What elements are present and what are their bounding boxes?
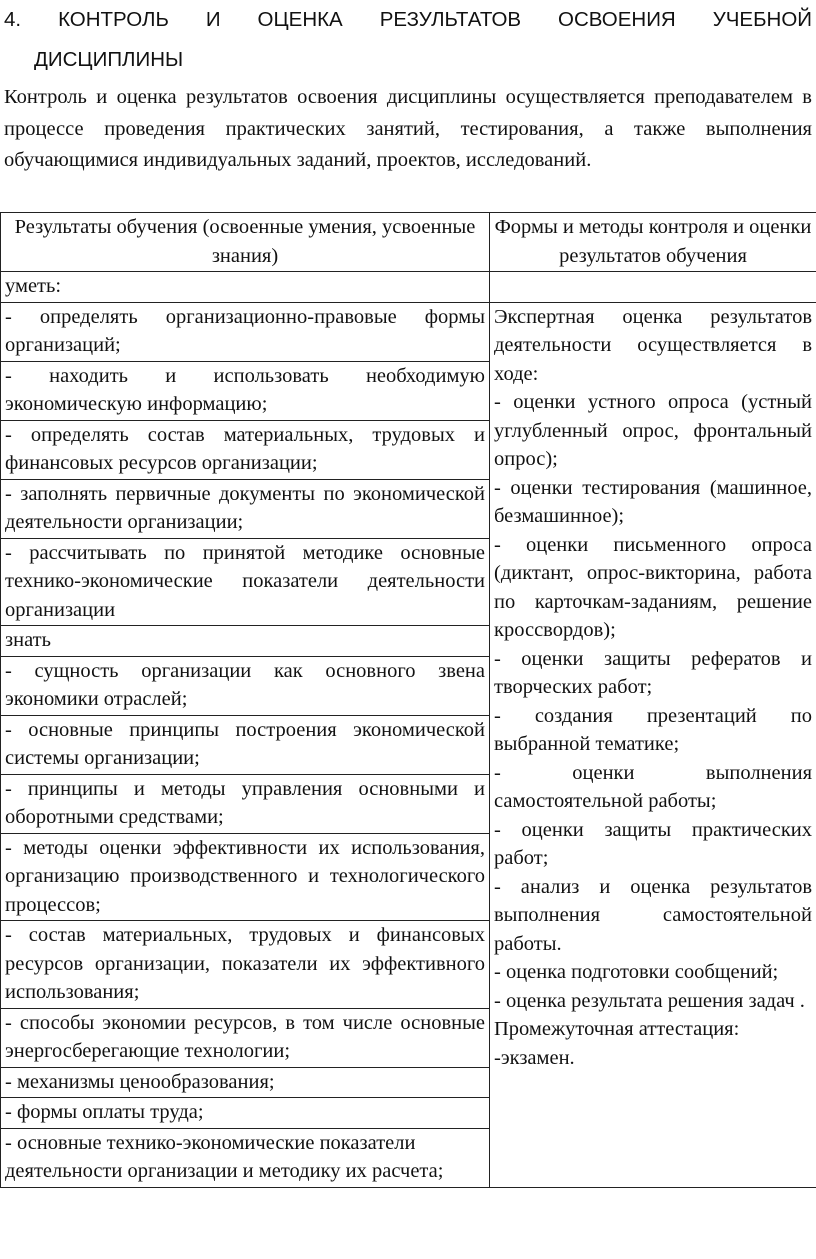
method-item: - оценки устного опроса (устный углубленный опрос, фронтальный опрос); <box>494 391 812 470</box>
method-item: - оценки письменного опроса (диктант, опрос-викторина, работа по карточкам-заданиям, решение кроссвордов); <box>494 533 812 641</box>
section-heading <box>4 0 812 80</box>
method-item: Экспертная оценка результатов деятельности осуществляется в ходе: <box>494 305 812 385</box>
results-cell: - определять состав материальных, трудовых и финансовых ресурсов организации; <box>1 420 490 479</box>
results-cell: - основные технико-экономические показатели деятельности организации и методику их расчета; <box>1 1128 490 1187</box>
results-cell: знать <box>1 626 490 657</box>
heading-word: КОНТРОЛЬ <box>58 8 169 31</box>
method-item: - оценки выполнения самостоятельной работы; <box>494 761 812 812</box>
section-heading-line2: ДИСЦИПЛИНЫ <box>34 48 184 71</box>
empty-cell <box>490 272 816 303</box>
methods-cell <box>490 302 816 1187</box>
results-cell: - находить и использовать необходимую экономическую информацию; <box>1 361 490 420</box>
heading-word: УЧЕБНОЙ <box>712 8 812 31</box>
results-cell: - принципы и методы управления основными и оборотными средствами; <box>1 774 490 833</box>
section-heading-line1 <box>4 0 812 40</box>
results-cell: уметь: <box>1 272 490 303</box>
header-methods: Формы и методы контроля и оценки результатов обучения <box>490 213 816 272</box>
results-cell: - методы оценки эффективности их использования, организацию производственного и технологического процессов; <box>1 833 490 921</box>
method-item: - оценки защиты практических работ; <box>494 818 812 869</box>
table-row <box>1 272 816 303</box>
method-item: -экзамен. <box>494 1046 575 1069</box>
table-header-row <box>1 213 816 272</box>
results-cell: - заполнять первичные документы по экономической деятельности организации; <box>1 479 490 538</box>
method-item: - оценка подготовки сообщений; <box>494 961 779 983</box>
heading-word: РЕЗУЛЬТАТОВ <box>379 8 522 31</box>
heading-word: И <box>205 8 221 31</box>
results-cell: - состав материальных, трудовых и финансовых ресурсов организации, показатели их эффективного использования; <box>1 921 490 1009</box>
method-item: - создания презентаций по выбранной тематике; <box>494 704 812 755</box>
header-results: Результаты обучения (освоенные умения, усвоенные знания) <box>1 213 490 272</box>
table-row <box>1 302 816 361</box>
method-item: - оценки тестирования (машинное, безмашинное); <box>494 476 812 527</box>
method-item: Промежуточная аттестация: <box>494 1018 740 1040</box>
results-cell: - сущность организации как основного звена экономики отраслей; <box>1 656 490 715</box>
results-cell: - рассчитывать по принятой методике основные технико-экономические показатели деятельности организации <box>1 538 490 626</box>
method-item: - оценки защиты рефератов и творческих работ; <box>494 647 812 698</box>
method-item: - анализ и оценка результатов выполнения самостоятельной работы. <box>494 875 812 955</box>
results-cell: - основные принципы построения экономической системы организации; <box>1 715 490 774</box>
heading-word: ОСВОЕНИЯ <box>558 8 676 31</box>
results-cell: - формы оплаты труда; <box>1 1098 490 1129</box>
results-cell: - определять организационно-правовые формы организаций; <box>1 302 490 361</box>
results-cell: - механизмы ценообразования; <box>1 1067 490 1098</box>
results-table <box>0 212 816 1188</box>
heading-word: ОЦЕНКА <box>257 8 343 31</box>
section-number: 4. <box>4 8 22 31</box>
results-cell: - способы экономии ресурсов, в том числе основные энергосберегающие технологии; <box>1 1008 490 1067</box>
intro-paragraph: Контроль и оценка результатов освоения дисциплины осуществляется преподавателем в процессе проведения практических занятий, тестирования, а также выполнения обучающимися индивидуальных заданий, проектов, исследований. <box>4 86 812 171</box>
method-item: - оценка результата решения задач . <box>494 989 805 1012</box>
